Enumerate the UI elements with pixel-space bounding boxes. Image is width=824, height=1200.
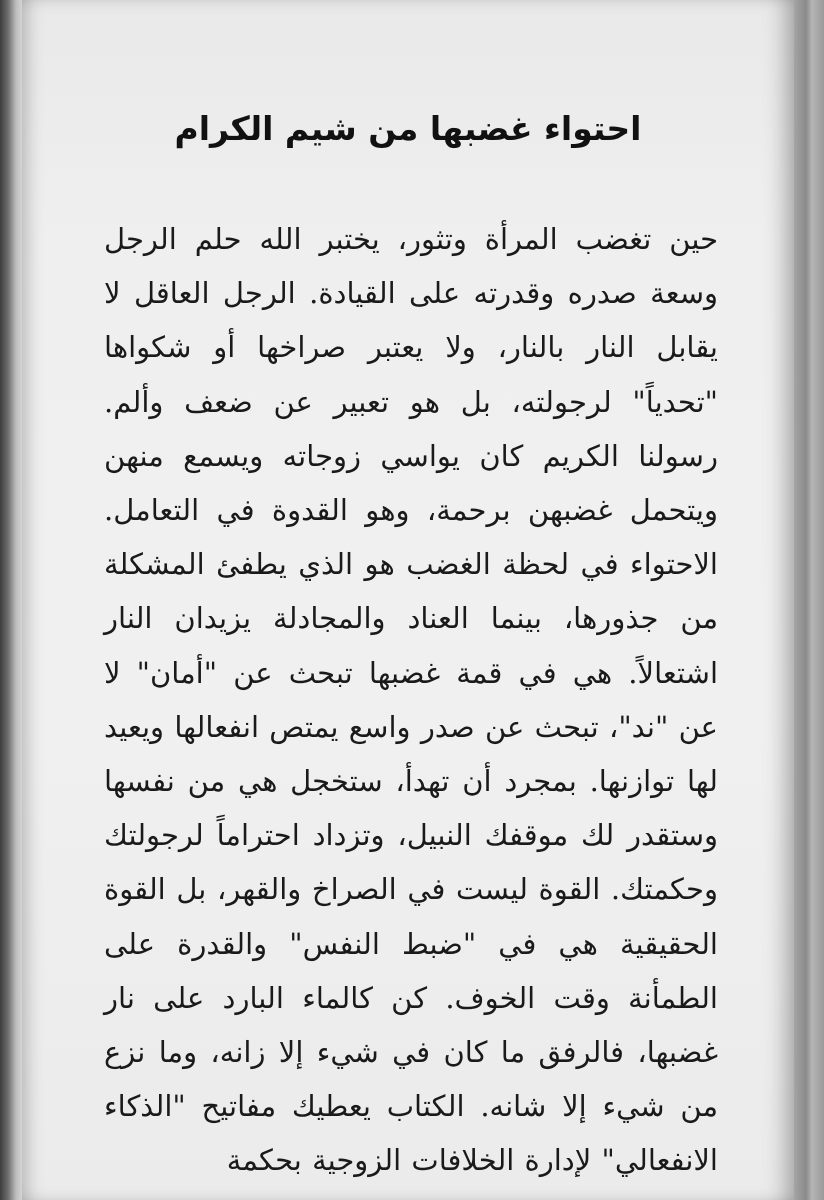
page-title: احتواء غضبها من شيم الكرام <box>174 109 642 148</box>
body-paragraph: حين تغضب المرأة وتثور، يختبر الله حلم الرجل وسعة صدره وقدرته على القيادة. الرجل العاقل لا يقابل النار بالنار، ولا يعتبر صراخها أو شكواها "تحدياً" لرجولته، بل هو تعبير عن ضعف وألم. رسولنا الكريم كان يواسي زوجاته ويسمع منهن ويتحمل غضبهن برحمة، وهو القدوة في التعامل. الاحتواء في لحظة الغضب هو الذي يطفئ المشكلة من جذورها، بينما العناد والمجادلة يزيدان النار اشتعالاً. هي في قمة غضبها تبحث عن "أمان" لا عن "ند"، تبحث عن صدر واسع يمتص انفعالها ويعيد لها توازنها. بمجرد أن تهدأ، ستخجل هي من نفسها وستقدر لك موقفك النبيل، وتزداد احتراماً لرجولتك وحكمتك. القوة ليست في الصراخ والقهر، بل القوة الحقيقية هي في "ضبط النفس" والقدرة على الطمأنة وقت الخوف. كن كالماء البارد على نار غضبها، فالرفق ما كان في شيء إلا زانه، وما نزع من شيء إلا شانه. الكتاب يعطيك مفاتيح "الذكاء الانفعالي" لإدارة الخلافات الزوجية بحكمة <box>104 222 718 1178</box>
